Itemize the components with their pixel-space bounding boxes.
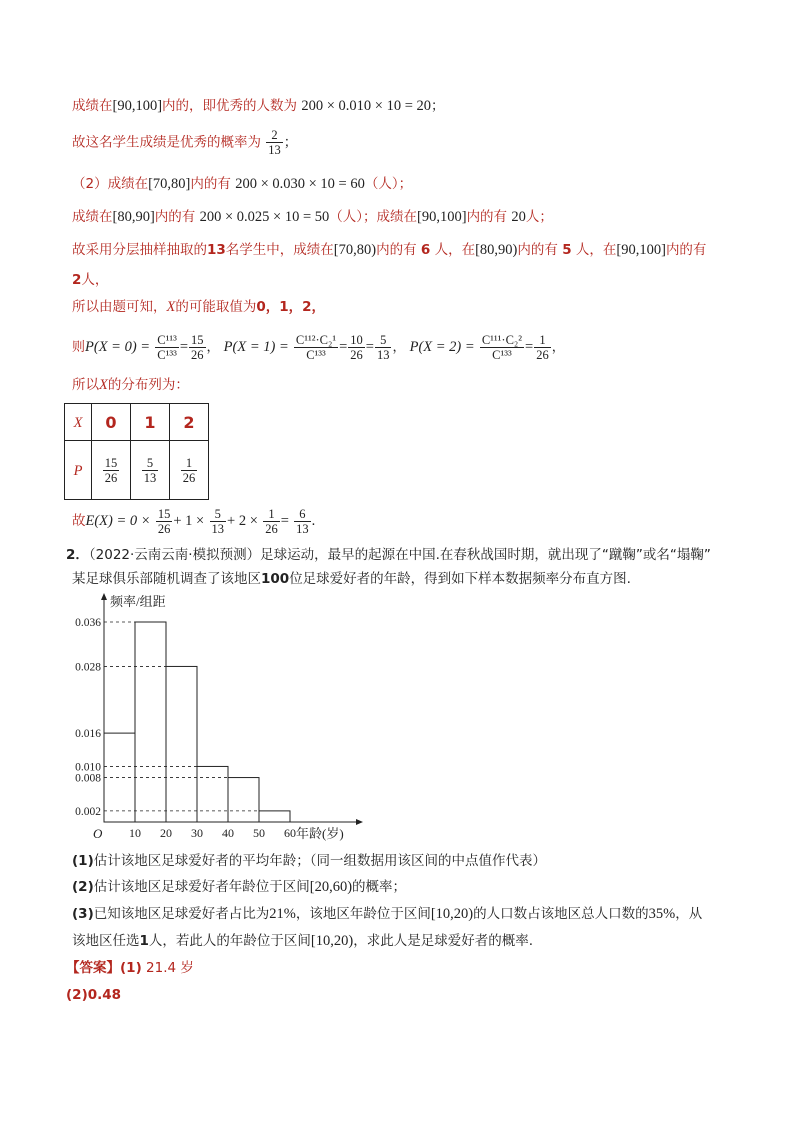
expression: P(X = 1) =	[223, 339, 289, 355]
cell-text: 2	[183, 412, 195, 432]
table-cell	[131, 441, 170, 500]
numerator: 6	[294, 507, 311, 522]
subquestion-text: ，该地区年龄位于区间	[295, 906, 431, 922]
answer-line-2	[66, 985, 121, 1005]
text: 内的，即优秀的人数为	[162, 98, 298, 114]
interval: [70,80)	[333, 242, 377, 258]
text: ，	[206, 340, 220, 355]
text: ，	[392, 340, 406, 355]
text: （人）；成绩在	[329, 209, 418, 225]
fraction	[534, 333, 551, 362]
text: ；	[283, 134, 298, 151]
denominator: 26	[265, 521, 278, 536]
text: ；	[431, 98, 445, 114]
question-2-line-2	[72, 569, 631, 589]
number: 20	[511, 209, 526, 225]
question-source: （2022·云南云南·模拟预测）	[88, 547, 261, 563]
number: 1	[139, 933, 149, 949]
text: 内的有	[517, 242, 558, 258]
table-row	[65, 404, 209, 441]
x-tick-labels	[129, 826, 296, 840]
interval: [80,90)	[475, 242, 518, 258]
fraction	[294, 333, 338, 362]
y-tick-label: 0.002	[75, 805, 101, 818]
table-cell	[170, 404, 209, 441]
text: 成绩在	[72, 98, 113, 114]
denominator: 26	[182, 470, 196, 485]
solution-line-2	[72, 128, 297, 157]
text: 的可能取值为	[175, 299, 257, 315]
text: 故	[72, 513, 86, 529]
text: .	[311, 513, 316, 529]
text: 内的有	[190, 176, 231, 192]
number: 100	[261, 571, 290, 587]
text: 某足球俱乐部随机调查了该地区	[72, 571, 261, 587]
equals: =	[339, 339, 348, 355]
number: 2	[72, 272, 82, 288]
histogram-bar	[228, 778, 259, 822]
text: （2）成绩在	[72, 176, 149, 192]
denominator: 13	[296, 521, 309, 536]
text: 该地区任选	[72, 933, 140, 949]
solution-line-3	[72, 174, 412, 194]
numerator: 2	[266, 128, 283, 143]
denominator: 26	[104, 470, 118, 485]
equals: =	[365, 339, 374, 355]
subquestion-2	[72, 877, 406, 897]
interval: [70,80]	[148, 176, 191, 192]
origin-label: O	[93, 826, 103, 841]
fraction	[156, 507, 173, 536]
table-row	[65, 441, 209, 500]
numerator: 15	[104, 455, 118, 470]
number: 13	[207, 242, 226, 258]
equals: =	[280, 513, 289, 529]
expression: 200 × 0.010 × 10 = 20	[301, 98, 432, 114]
numerator: 10	[350, 333, 363, 347]
expression: + 1 ×	[173, 513, 205, 529]
denominator: 26	[191, 348, 204, 362]
x-axis-label: 年龄(岁)	[296, 826, 344, 841]
denominator: 13	[143, 470, 157, 485]
table-cell	[92, 441, 131, 500]
interval: [10,20)	[430, 906, 474, 922]
cell-text: X	[73, 415, 83, 431]
subquestion-3-continued	[72, 931, 533, 951]
solution-line-1	[72, 96, 445, 116]
denominator: 26	[536, 348, 549, 362]
numerator: 5	[375, 333, 392, 348]
text: 内的有	[466, 209, 508, 225]
subquestion-number: (2)	[72, 879, 94, 895]
fraction	[189, 333, 206, 362]
text: 则	[72, 340, 86, 355]
number: 6	[420, 242, 431, 258]
numerator: C¹¹¹·C₂²	[481, 333, 523, 347]
fraction	[263, 507, 280, 536]
text: 位足球爱好者的年龄，得到如下样本数据频率分布直方图.	[289, 571, 631, 587]
question-2-line-1	[66, 545, 711, 565]
subquestion-number: (1)	[72, 853, 94, 869]
text: 所以	[72, 377, 99, 393]
number: 5	[562, 242, 572, 258]
text: 的分布列为：	[107, 377, 189, 393]
numerator: C¹¹³	[157, 333, 177, 347]
y-tick-label: 0.008	[75, 772, 101, 785]
expression: P(X = 2) =	[409, 339, 475, 355]
text: 成绩在	[72, 209, 113, 225]
denominator: 13	[376, 348, 390, 362]
numerator: 15	[191, 333, 204, 347]
y-tick-label: 0.010	[75, 761, 101, 774]
interval: [10,20)	[310, 933, 354, 949]
numerator: 1	[181, 456, 198, 471]
subquestion-1	[72, 851, 546, 871]
equals: =	[179, 339, 189, 355]
text: ，	[551, 340, 565, 355]
fraction	[348, 333, 365, 362]
denominator: 13	[268, 143, 281, 157]
text: 人，在	[434, 242, 476, 258]
interval: [90,100]	[112, 98, 163, 114]
subquestion-number: (3)	[72, 906, 94, 922]
histogram-bar	[197, 766, 228, 822]
x-tick-label: 60	[284, 826, 296, 840]
expression: P(X = 0) =	[85, 339, 151, 355]
text: （人）；	[364, 176, 413, 192]
answer-label: 【答案】	[66, 960, 120, 976]
y-tick-labels	[75, 617, 101, 818]
fraction	[266, 128, 283, 157]
chart-gridlines	[104, 622, 259, 811]
numerator: C¹¹²·C₂¹	[295, 333, 337, 347]
y-tick-label: 0.028	[75, 661, 101, 674]
numerator: 1	[534, 333, 551, 348]
solution-line-7	[72, 297, 325, 317]
answer-line-1	[66, 958, 194, 978]
fraction	[210, 507, 227, 536]
fraction	[103, 456, 120, 485]
histogram-svg	[64, 592, 364, 844]
answer-text: 21.4 岁	[146, 960, 194, 976]
fraction	[155, 333, 179, 362]
table-cell	[131, 404, 170, 441]
x-tick-label: 20	[160, 826, 172, 840]
percent: 21%	[269, 906, 296, 922]
text: 所以由题可知，	[72, 299, 167, 315]
text: 人；	[525, 209, 553, 225]
variable: X	[99, 377, 108, 393]
fraction	[294, 507, 311, 536]
solution-line-8	[72, 332, 565, 363]
fraction	[375, 333, 392, 362]
fraction	[181, 456, 198, 485]
subquestion-text: 估计该地区足球爱好者的平均年龄；（同一组数据用该区间的中点值作代表）	[93, 853, 546, 869]
denominator: C¹³³	[492, 348, 512, 362]
percent: 35%	[648, 906, 676, 922]
histogram-chart	[64, 592, 364, 848]
table-cell	[170, 441, 209, 500]
text: 内的有	[154, 209, 196, 225]
subquestion-text: ，从	[675, 906, 703, 922]
histogram-bar	[259, 811, 290, 822]
denominator: 26	[350, 348, 363, 362]
expression: E(X) = 0 ×	[85, 513, 151, 529]
variable: X	[166, 299, 176, 315]
text: 故这名学生成绩是优秀的概率为	[72, 134, 261, 151]
histogram-bar	[166, 666, 197, 822]
expression: 200 × 0.030 × 10 = 60	[235, 176, 365, 192]
expression: 200 × 0.025 × 10 = 50	[199, 209, 330, 225]
numerator: 5	[210, 507, 227, 522]
text: 内的有	[665, 242, 707, 258]
denominator: 26	[157, 521, 171, 536]
table-cell	[65, 404, 92, 441]
solution-line-5	[72, 240, 706, 260]
solution-line-10	[72, 506, 315, 536]
question-text: 足球运动，最早的起源在中国.在春秋战国时期，就出现了“蹴鞠”或名“塌鞠”	[260, 547, 711, 563]
distribution-table	[64, 403, 209, 500]
text: 人，	[81, 272, 109, 288]
x-tick-label: 50	[253, 826, 265, 840]
denominator: C¹³³	[306, 348, 326, 362]
text: 人，在	[575, 242, 617, 258]
interval: [90,100]	[417, 209, 467, 225]
interval: [90,100]	[616, 242, 666, 258]
subquestion-text: 估计该地区足球爱好者年龄位于区间	[93, 879, 310, 895]
cell-text: 1	[144, 412, 156, 432]
text: 内的有	[376, 242, 417, 258]
x-tick-label: 30	[191, 826, 203, 840]
solution-line-6	[72, 270, 108, 290]
x-tick-label: 40	[222, 826, 234, 840]
question-number: 2．	[66, 547, 89, 563]
values: 0，1，2，	[256, 299, 326, 315]
text: ，求此人是足球爱好者的概率.	[353, 933, 533, 949]
expression: + 2 ×	[227, 513, 258, 529]
interval: [80,90]	[112, 209, 155, 225]
y-tick-label: 0.016	[75, 728, 101, 741]
numerator: 5	[142, 456, 159, 471]
histogram-bar	[135, 622, 166, 822]
interval: [20,60)	[309, 879, 353, 895]
solution-line-9	[72, 375, 189, 395]
numerator: 1	[263, 507, 280, 522]
denominator: C¹³³	[157, 348, 177, 362]
text: 人，若此人的年龄位于区间	[148, 933, 311, 949]
subquestion-text: 的人口数占该地区总人口数的	[473, 906, 649, 922]
fraction	[142, 456, 159, 485]
cell-text: 0	[105, 412, 117, 432]
table-cell	[65, 441, 92, 500]
answer-text: (2)0.48	[66, 987, 122, 1003]
equals: =	[525, 339, 534, 355]
denominator: 13	[211, 521, 225, 536]
subquestion-3	[72, 904, 702, 924]
numerator: 15	[157, 506, 171, 521]
solution-line-4	[72, 207, 553, 227]
table-cell	[92, 404, 131, 441]
text: 故采用分层抽样抽取的	[72, 242, 207, 258]
subquestion-text: 已知该地区足球爱好者占比为	[93, 906, 270, 922]
text: 名学生中，成绩在	[225, 242, 334, 258]
x-tick-label: 10	[129, 826, 141, 840]
y-axis-label: 频率/组距	[110, 594, 166, 609]
cell-text: P	[73, 463, 83, 479]
fraction	[480, 333, 524, 362]
y-tick-label: 0.036	[75, 617, 101, 629]
subquestion-text: 的概率；	[352, 879, 407, 895]
chart-bars	[104, 622, 290, 822]
answer-number: (1)	[120, 960, 142, 976]
